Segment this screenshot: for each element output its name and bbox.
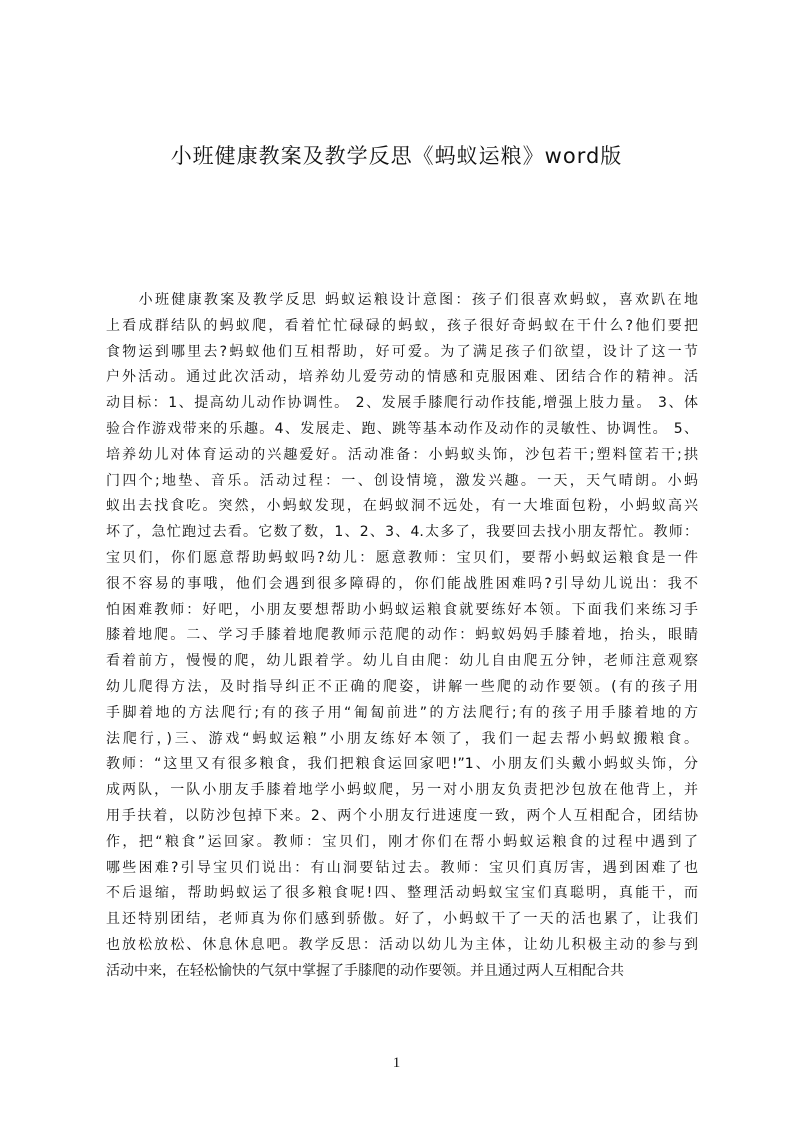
text-line: 很不容易的事哦，他们会遇到很多障碍的，你们能战胜困难吗?引导幼儿说出：我不 [106,575,698,592]
text-line: 不后退缩，帮助蚂蚁运了很多粮食呢!四、整理活动蚂蚁宝宝们真聪明，真能干，而 [106,885,698,902]
text-line: 门四个;地垫、音乐。活动过程：一、创设情境，激发兴趣。一天，天气晴朗。小蚂 [106,472,698,489]
text-line: 用手扶着，以防沙包掉下来。2、两个小朋友行进速度一致，两个人互相配合，团结协 [106,807,698,824]
page-number: 1 [392,1055,401,1071]
text-line: 蚁出去找食吃。突然，小蚂蚁发现，在蚂蚁洞不远处，有一大堆面包粉，小蚂蚁高兴 [106,498,698,515]
text-line: 教师：“这里又有很多粮食，我们把粮食运回家吧!”1、小朋友们头戴小蚂蚁头饰，分 [106,756,698,773]
text-line: 食物运到哪里去?蚂蚁他们互相帮助，好可爱。为了满足孩子们欲望，设计了这一节 [106,343,698,360]
text-line: 作，把“粮食”运回家。教师：宝贝们，刚才你们在帮小蚂蚁运粮食的过程中遇到了 [106,833,698,850]
text-line: 坏了，急忙跑过去看。它数了数，1、2、3、4.太多了，我要回去找小朋友帮忙。教师： [106,524,698,541]
text-line: 宝贝们，你们愿意帮助蚂蚁吗?幼儿：愿意教师：宝贝们，要帮小蚂蚁运粮食是一件 [106,549,698,566]
text-line: 户外活动。通过此次活动，培养幼儿爱劳动的情感和克服困难、团结合作的精神。活 [106,369,698,386]
body-paragraph [106,288,698,1028]
text-line: 也放松放松、休息休息吧。教学反思：活动以幼儿为主体，让幼儿积极主动的参与到 [106,936,698,953]
document-title: 小班健康教案及教学反思《蚂蚁运粮》word版 [170,144,623,168]
text-line: 培养幼儿对体育运动的兴趣爱好。活动准备：小蚂蚁头饰，沙包若干;塑料筐若干;拱 [106,446,698,463]
text-line: 手脚着地的方法爬行;有的孩子用“匍匐前进”的方法爬行;有的孩子用手膝着地的方 [106,704,698,721]
text-line: 动目标：1、提高幼儿动作协调性。 2、发展手膝爬行动作技能,增强上肢力量。 3、体 [106,395,698,412]
text-line: 上看成群结队的蚂蚁爬，看着忙忙碌碌的蚂蚁，孩子很好奇蚂蚁在干什么?他们要把 [106,317,698,334]
text-line: 活动中来，在轻松愉快的气氛中掌握了手膝爬的动作要领。并且通过两人互相配合共 [106,962,624,979]
text-line: 且还特别团结，老师真为你们感到骄傲。好了，小蚂蚁干了一天的活也累了，让我们 [106,911,698,928]
text-line: 幼儿爬得方法，及时指导纠正不正确的爬姿，讲解一些爬的动作要领。(有的孩子用 [106,678,698,695]
text-line: 验合作游戏带来的乐趣。4、发展走、跑、跳等基本动作及动作的灵敏性、协调性。 5、 [106,420,698,437]
text-line: 怕困难教师：好吧，小朋友要想帮助小蚂蚁运粮食就要练好本领。下面我们来练习手 [106,601,698,618]
text-line: 膝着地爬。二、学习手膝着地爬教师示范爬的动作：蚂蚁妈妈手膝着地，抬头，眼睛 [106,627,698,644]
text-line: 哪些困难?引导宝贝们说出：有山洞要钻过去。教师：宝贝们真厉害，遇到困难了也 [106,859,698,876]
text-line: 看着前方，慢慢的爬，幼儿跟着学。幼儿自由爬：幼儿自由爬五分钟，老师注意观察 [106,653,698,670]
text-line: 法爬行，)三、游戏“蚂蚁运粮”小朋友练好本领了，我们一起去帮小蚂蚁搬粮食。 [106,730,698,747]
text-line: 成两队，一队小朋友手膝着地学小蚂蚁爬，另一对小朋友负责把沙包放在他背上，并 [106,782,698,799]
text-line: 小班健康教案及教学反思 蚂蚁运粮设计意图：孩子们很喜欢蚂蚁，喜欢趴在地 [106,292,698,308]
